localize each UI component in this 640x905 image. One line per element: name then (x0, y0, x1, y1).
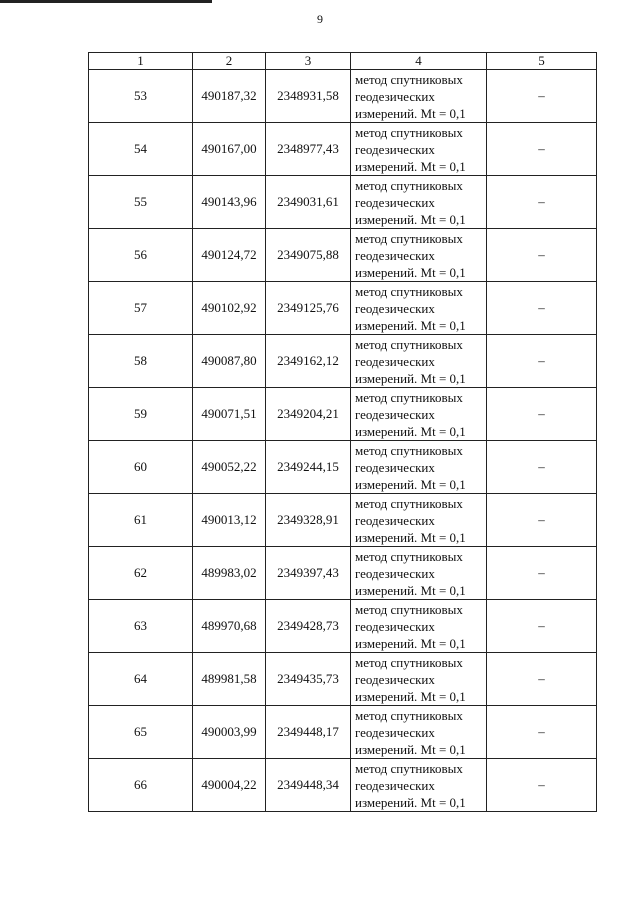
method-cell (351, 282, 487, 335)
note-cell: – (487, 441, 597, 494)
y-coordinate-cell: 2349397,43 (266, 547, 351, 600)
method-line: измерений. Mt = 0,1 (355, 688, 466, 704)
note-cell: – (487, 547, 597, 600)
note-cell: – (487, 282, 597, 335)
method-line: метод спутниковых (355, 283, 463, 299)
note-cell: – (487, 70, 597, 123)
point-number-cell: 66 (89, 759, 193, 812)
point-number-cell: 63 (89, 600, 193, 653)
method-line: измерений. Mt = 0,1 (355, 635, 466, 651)
table-row (89, 176, 597, 229)
method-line: измерений. Mt = 0,1 (355, 529, 466, 545)
method-cell (351, 759, 487, 812)
point-number-cell: 57 (89, 282, 193, 335)
method-line: измерений. Mt = 0,1 (355, 211, 466, 227)
method-line: геодезических (355, 512, 435, 528)
method-line: геодезических (355, 618, 435, 634)
coordinates-table (88, 52, 597, 812)
note-cell: – (487, 494, 597, 547)
table-row (89, 706, 597, 759)
point-number-cell: 55 (89, 176, 193, 229)
page-number: 9 (317, 12, 323, 26)
method-line: метод спутниковых (355, 760, 463, 776)
method-line: геодезических (355, 141, 435, 157)
x-coordinate-cell: 490013,12 (193, 494, 266, 547)
x-coordinate-cell: 490102,92 (193, 282, 266, 335)
method-line: измерений. Mt = 0,1 (355, 317, 466, 333)
method-line: геодезических (355, 459, 435, 475)
note-cell: – (487, 388, 597, 441)
y-coordinate-cell: 2349162,12 (266, 335, 351, 388)
method-line: метод спутниковых (355, 442, 463, 458)
method-line: геодезических (355, 671, 435, 687)
y-coordinate-cell: 2349204,21 (266, 388, 351, 441)
point-number-cell: 61 (89, 494, 193, 547)
table-row (89, 229, 597, 282)
method-line: метод спутниковых (355, 389, 463, 405)
y-coordinate-cell: 2348977,43 (266, 123, 351, 176)
method-line: геодезических (355, 406, 435, 422)
method-line: метод спутниковых (355, 124, 463, 140)
method-cell (351, 229, 487, 282)
column-header: 2 (193, 53, 266, 70)
note-cell: – (487, 176, 597, 229)
note-cell: – (487, 123, 597, 176)
column-header: 5 (487, 53, 597, 70)
table-row (89, 441, 597, 494)
table-row (89, 282, 597, 335)
note-cell: – (487, 600, 597, 653)
method-line: метод спутниковых (355, 336, 463, 352)
method-cell (351, 70, 487, 123)
table-row (89, 123, 597, 176)
method-line: метод спутниковых (355, 177, 463, 193)
method-line: метод спутниковых (355, 71, 463, 87)
table-row (89, 653, 597, 706)
table-row (89, 600, 597, 653)
method-line: измерений. Mt = 0,1 (355, 264, 466, 280)
table-row (89, 70, 597, 123)
x-coordinate-cell: 490187,32 (193, 70, 266, 123)
method-line: измерений. Mt = 0,1 (355, 794, 466, 810)
table-row (89, 547, 597, 600)
note-cell: – (487, 229, 597, 282)
point-number-cell: 56 (89, 229, 193, 282)
table-row (89, 494, 597, 547)
y-coordinate-cell: 2349125,76 (266, 282, 351, 335)
method-cell (351, 653, 487, 706)
column-header: 3 (266, 53, 351, 70)
x-coordinate-cell: 490143,96 (193, 176, 266, 229)
y-coordinate-cell: 2349448,17 (266, 706, 351, 759)
method-cell (351, 388, 487, 441)
method-line: измерений. Mt = 0,1 (355, 476, 466, 492)
x-coordinate-cell: 490071,51 (193, 388, 266, 441)
point-number-cell: 58 (89, 335, 193, 388)
y-coordinate-cell: 2349031,61 (266, 176, 351, 229)
column-header: 4 (351, 53, 487, 70)
method-line: метод спутниковых (355, 495, 463, 511)
column-header: 1 (89, 53, 193, 70)
method-line: геодезических (355, 724, 435, 740)
method-line: геодезических (355, 777, 435, 793)
point-number-cell: 59 (89, 388, 193, 441)
table-row (89, 335, 597, 388)
method-line: геодезических (355, 247, 435, 263)
note-cell: – (487, 335, 597, 388)
method-line: метод спутниковых (355, 707, 463, 723)
x-coordinate-cell: 490167,00 (193, 123, 266, 176)
method-line: измерений. Mt = 0,1 (355, 423, 466, 439)
point-number-cell: 54 (89, 123, 193, 176)
method-cell (351, 123, 487, 176)
method-line: измерений. Mt = 0,1 (355, 158, 466, 174)
method-line: метод спутниковых (355, 601, 463, 617)
method-cell (351, 494, 487, 547)
y-coordinate-cell: 2349428,73 (266, 600, 351, 653)
y-coordinate-cell: 2349328,91 (266, 494, 351, 547)
x-coordinate-cell: 490004,22 (193, 759, 266, 812)
y-coordinate-cell: 2349244,15 (266, 441, 351, 494)
method-line: измерений. Mt = 0,1 (355, 741, 466, 757)
method-line: метод спутниковых (355, 230, 463, 246)
method-line: геодезических (355, 565, 435, 581)
method-line: измерений. Mt = 0,1 (355, 370, 466, 386)
point-number-cell: 62 (89, 547, 193, 600)
point-number-cell: 64 (89, 653, 193, 706)
method-line: геодезических (355, 353, 435, 369)
y-coordinate-cell: 2349435,73 (266, 653, 351, 706)
method-cell (351, 176, 487, 229)
x-coordinate-cell: 489983,02 (193, 547, 266, 600)
y-coordinate-cell: 2349448,34 (266, 759, 351, 812)
method-cell (351, 706, 487, 759)
point-number-cell: 60 (89, 441, 193, 494)
method-cell (351, 441, 487, 494)
point-number-cell: 53 (89, 70, 193, 123)
x-coordinate-cell: 490124,72 (193, 229, 266, 282)
table-header-row (89, 53, 597, 70)
x-coordinate-cell: 489981,58 (193, 653, 266, 706)
method-cell (351, 335, 487, 388)
note-cell: – (487, 653, 597, 706)
top-rule (0, 0, 212, 3)
method-line: геодезических (355, 194, 435, 210)
table-row (89, 759, 597, 812)
note-cell: – (487, 706, 597, 759)
method-cell (351, 547, 487, 600)
x-coordinate-cell: 490052,22 (193, 441, 266, 494)
y-coordinate-cell: 2349075,88 (266, 229, 351, 282)
method-line: метод спутниковых (355, 548, 463, 564)
x-coordinate-cell: 490087,80 (193, 335, 266, 388)
method-cell (351, 600, 487, 653)
table-row (89, 388, 597, 441)
note-cell: – (487, 759, 597, 812)
method-line: измерений. Mt = 0,1 (355, 582, 466, 598)
method-line: измерений. Mt = 0,1 (355, 105, 466, 121)
method-line: геодезических (355, 300, 435, 316)
point-number-cell: 65 (89, 706, 193, 759)
x-coordinate-cell: 489970,68 (193, 600, 266, 653)
method-line: метод спутниковых (355, 654, 463, 670)
x-coordinate-cell: 490003,99 (193, 706, 266, 759)
method-line: геодезических (355, 88, 435, 104)
y-coordinate-cell: 2348931,58 (266, 70, 351, 123)
